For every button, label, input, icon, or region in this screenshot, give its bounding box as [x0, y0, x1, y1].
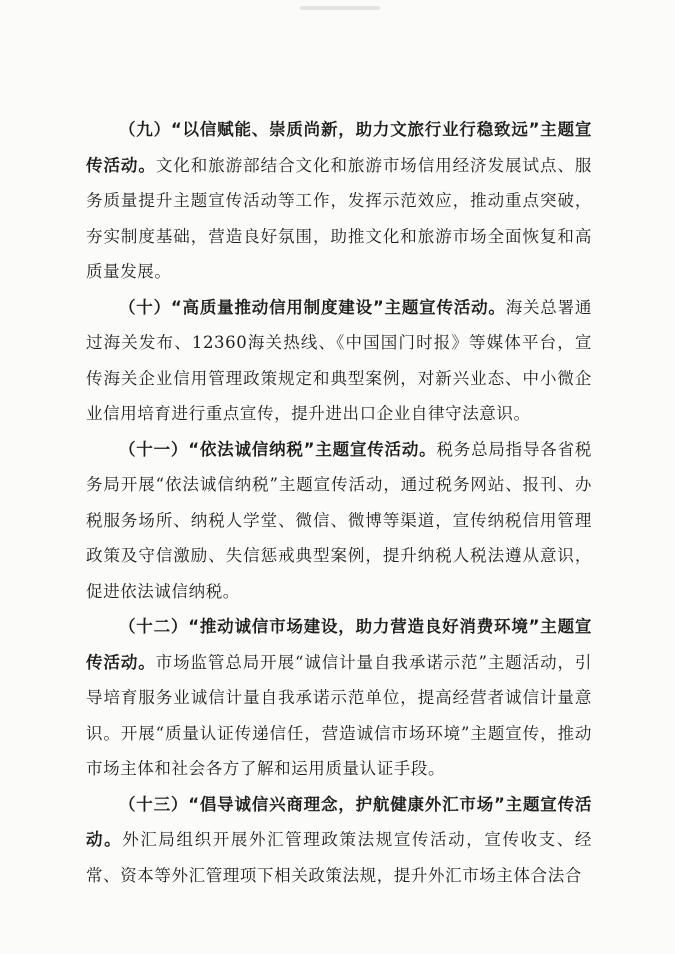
paragraph-9: [86, 112, 592, 290]
paragraph-text: 税务总局指导各省税务局开展“依法诚信纳税”主题宣传活动，通过税务网站、报刊、办税服务场所、纳税人学堂、微信、微博等渠道，宣传纳税信用管理政策及守信激励、失信惩戒典型案例，提升纳税人税法遵从意识，促进依法诚信纳税。: [86, 439, 592, 601]
document-body: [86, 112, 592, 893]
paragraph-11: [86, 432, 592, 610]
paragraph-13: [86, 787, 592, 894]
paragraph-10: [86, 290, 592, 432]
paragraph-lead: （十二）“推动诚信市场建设，助力营造良好消费环境”主题宣传活动。: [86, 617, 592, 672]
scan-artifact: [300, 6, 380, 10]
paragraph-text: 市场监管总局开展“诚信计量自我承诺示范”主题活动，引导培育服务业诚信计量自我承诺示范单位，提高经营者诚信计量意识。开展“质量认证传递信任，营造诚信市场环境”主题宣传，推动市场主体和社会各方了解和运用质量认证手段。: [86, 652, 592, 778]
paragraph-lead: （十一）“依法诚信纳税”主题宣传活动。: [119, 439, 437, 459]
paragraph-lead: （十）“高质量推动信用制度建设”主题宣传活动。: [119, 297, 506, 317]
paragraph-lead: （十三）“倡导诚信兴商理念，护航健康外汇市场”主题宣传活动。: [86, 794, 592, 849]
paragraph-text: 文化和旅游部结合文化和旅游市场信用经济发展试点、服务质量提升主题宣传活动等工作，发挥示范效应，推动重点突破，夯实制度基础，营造良好氛围，助推文化和旅游市场全面恢复和高质量发展。: [86, 155, 592, 281]
paragraph-12: [86, 609, 592, 787]
paragraph-lead: （九）“以信赋能、崇质尚新，助力文旅行业行稳致远”主题宣传活动。: [86, 120, 592, 175]
paragraph-text: 外汇局组织开展外汇管理政策法规宣传活动，宣传收支、经常、资本等外汇管理项下相关政策法规，提升外汇市场主体合法合: [86, 830, 592, 885]
paragraph-text: 海关总署通过海关发布、12360海关热线、《中国国门时报》等媒体平台，宣传海关企业信用管理政策规定和典型案例，对新兴业态、中小微企业信用培育进行重点宣传，提升进出口企业自律守法意识。: [86, 297, 593, 423]
